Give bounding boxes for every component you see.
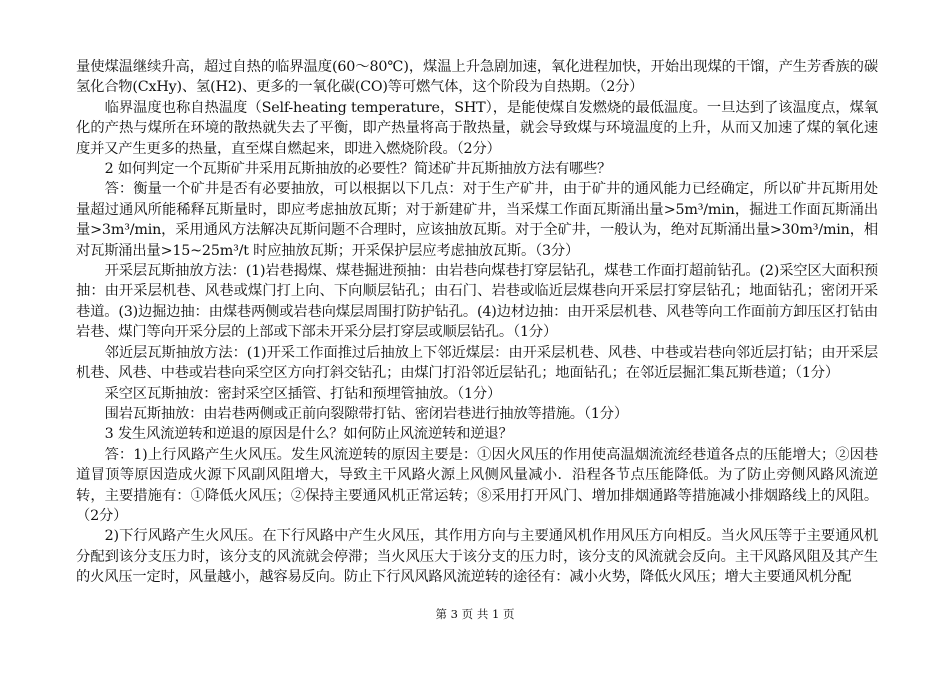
paragraph-self-heating-stage: 量使煤温继续升高，超过自热的临界温度(60～80℃)，煤温上升急剧加速，氧化进程加快，开始出现煤的干馏，产生芳香族的碳氢化合物(CxHy)、氢(H2)、更多的一氧化碳(CO)等可燃气体，这个阶段为自热期。（2分） xyxy=(76,59,878,96)
answer-2-adjacent-layer-methods: 邻近层瓦斯抽放方法：(1)开采工作面推过后抽放上下邻近煤层：由开采层机巷、风巷、中巷或岩巷向邻近层打钻；由开采层机巷、风巷、中巷或岩巷向采空区方向打斜交钻孔；由煤门打沿邻近层钻孔；地面钻孔；在邻近层掘汇集瓦斯巷道；（1分） xyxy=(76,344,878,382)
answer-2-surrounding-rock-drainage: 围岩瓦斯抽放：由岩巷两侧或正前向裂隙带打钻、密闭岩巷进行抽放等措施。（1分） xyxy=(104,405,628,422)
document-body xyxy=(76,57,878,588)
answer-3-ascending-airway: 答：1)上行风路产生火风压。发生风流逆转的原因主要是：①因火风压的作用使高温烟流流经巷道各点的压能增大；②因巷道冒顶等原因造成火源下风副风阻增大，导致主干风路火源上风侧风量减小．沿程各节点压能降低。为了防止旁侧风路风流逆转，主要措施有：①降低火风压；②保持主要通风机正常运转；⑧采用打开风门、增加排烟通路等措施减小排烟路线上的风阻。（2分） xyxy=(76,446,878,524)
question-3: 3 发生风流逆转和逆退的原因是什么？如何防止风流逆转和逆退？ xyxy=(104,426,513,443)
answer-2-mining-layer-methods: 开采层瓦斯抽放方法：(1)岩巷揭煤、煤巷掘进预抽：由岩巷向煤巷打穿层钻孔，煤巷工作面打超前钻孔。(2)采空区大面积预抽：由开采层机巷、风巷或煤门打上向、下向顺层钻孔；由石门、岩巷或临近层煤巷向开采层打穿层钻孔；地面钻孔；密闭开采巷道。(3)边掘边抽：由煤巷两侧或岩巷向煤层周围打防护钻孔。(4)边材边抽：由开采层机巷、风巷等向工作面前方卸压区打钻由岩巷、煤门等向开采分层的上部或下部未开采分层打穿层或顺层钻孔。（1分） xyxy=(76,263,878,341)
answer-3-descending-airway: 2)下行风路产生火风压。在下行风路中产生火风压，其作用方向与主要通风机作用风压方向相反。当火风压等于主要通风机分配到该分支压力时，该分支的风流就会停滞；当火风压大于该分支的压力时，该分支的风流就会反向。主干风路风阻及其产生的火风压一定时，风量越小，越容易反向。防止下行风风路风流逆转的途径有：减小火势，降低火风压；增大主要通风机分配 xyxy=(76,528,878,586)
answer-2-goaf-drainage: 采空区瓦斯抽放：密封采空区插管、打钻和预埋管抽放。（1分） xyxy=(104,385,502,402)
answer-2-necessity: 答：衡量一个矿井是否有必要抽放，可以根据以下几点：对于生产矿井，由于矿井的通风能力已经确定，所以矿井瓦斯用处量超过通风所能稀释瓦斯量时，即应考虑抽放瓦斯；对于新建矿井，当采煤工作面瓦斯涌出量>5m³/min，掘进工作面瓦斯涌出量>3m³/min，采用通风方法解决瓦斯问题不合理时，应该抽放瓦斯。对于全矿井，一般认为，绝对瓦斯涌出量>30m³/min，相对瓦斯涌出量>15~25m³/t 时应抽放瓦斯；开采保护层应考虑抽放瓦斯。（3分） xyxy=(76,181,878,259)
question-2: 2 如何判定一个瓦斯矿井采用瓦斯抽放的必要性？简述矿井瓦斯抽放方法有哪些？ xyxy=(104,161,612,178)
page-footer: 第 3 页 共 1 页 xyxy=(435,607,515,621)
paragraph-critical-temperature: 临界温度也称自热温度（Self-heating temperature，SHT），是能使煤自发燃烧的最低温度。一旦达到了该温度点，煤氧化的产热与煤所在环境的散热就失去了平衡，即产热量将高于散热量，就会导致煤与环境温度的上升，从而又加速了煤的氧化速度并又产生更多的热量，直至煤自燃起来，即进入燃烧阶段。（2分） xyxy=(76,99,878,157)
